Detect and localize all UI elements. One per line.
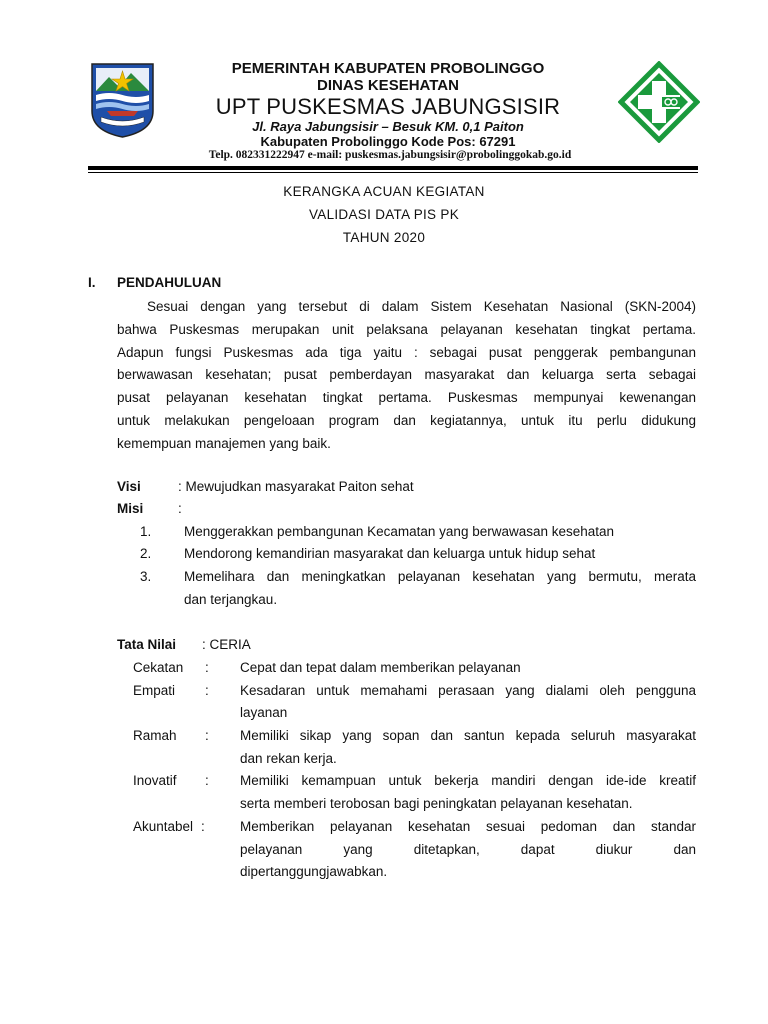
doc-title-line3: TAHUN 2020	[342, 230, 426, 245]
value-description: Memberikan pelayanan kesehatan sesuai pedoman dan standar	[240, 819, 696, 834]
value-description: Memiliki kemampuan untuk bekerja mandiri dengan ide-ide kreatif	[240, 773, 696, 788]
doc-title-line2: VALIDASI DATA PIS PK	[308, 207, 460, 222]
paragraph-line: pusat pelayanan kesehatan tingkat pertama. Puskesmas mempunyai kewenangan	[117, 390, 696, 406]
value-colon: :	[205, 683, 209, 698]
misi-item-text: Mendorong kemandirian masyarakat dan keluarga untuk hidup sehat	[184, 546, 596, 561]
paragraph-line: untuk melakukan pengeloaan program dan kegiatannya, untuk itu perlu didukung	[117, 412, 696, 428]
value-description: dan rekan kerja.	[240, 751, 337, 766]
paragraph-line: berwawasan kesehatan; pusat pemberdayan masyarakat dan keluarga serta sebagai	[117, 367, 696, 383]
visi-label: Visi	[117, 479, 141, 494]
value-term: Akuntabel	[133, 819, 194, 834]
postal-line: Kabupaten Probolinggo Kode Pos: 67291	[260, 134, 516, 149]
misi-label: Misi	[117, 501, 144, 516]
value-description: Memiliki sikap yang sopan dan santun kepada seluruh masyarakat	[240, 728, 696, 743]
visi-value: : Mewujudkan masyarakat Paiton sehat	[178, 479, 414, 494]
institution-name: UPT PUSKESMAS JABUNGSISIR	[215, 94, 561, 119]
department-name: DINAS KESEHATAN	[317, 77, 459, 94]
misi-item-text: dan terjangkau.	[184, 592, 278, 607]
section-heading: PENDAHULUAN	[117, 275, 222, 290]
value-description: Cepat dan tepat dalam memberikan pelayanan	[240, 660, 521, 675]
value-description: dipertanggungjawabkan.	[240, 864, 388, 879]
section-number: I.	[88, 275, 96, 290]
value-colon: :	[205, 773, 209, 788]
misi-item-number: 1.	[140, 524, 152, 539]
paragraph-line: bahwa Puskesmas merupakan unit pelaksana pelayanan kesehatan tingkat pertama.	[117, 321, 696, 337]
kabupaten-emblem-icon	[89, 61, 156, 139]
value-term: Ramah	[133, 728, 177, 743]
misi-item-number: 2.	[140, 546, 152, 561]
doc-title-line1: KERANGKA ACUAN KEGIATAN	[283, 184, 485, 199]
value-term: Empati	[133, 683, 176, 698]
tata-nilai-value: : CERIA	[202, 637, 251, 652]
value-description: pelayanan yang ditetapkan, dapat diukur dan	[240, 842, 696, 857]
value-term: Inovatif	[133, 773, 177, 788]
letterhead	[160, 60, 616, 149]
header-rule-thin	[88, 172, 698, 173]
value-colon: :	[205, 728, 209, 743]
value-colon: :	[205, 660, 209, 675]
value-colon: :	[201, 819, 205, 834]
paragraph-line: Adapun fungsi Puskesmas ada tiga yaitu : sebagai pusat penggerak pembangunan	[117, 344, 696, 360]
paragraph-line: kemempuan manajemen yang baik.	[117, 435, 331, 451]
misi-item-text: Memelihara dan meningkatkan pelayanan kesehatan yang bermutu, merata	[184, 569, 696, 584]
value-description: Kesadaran untuk memahami perasaan yang dialami oleh pengguna	[240, 683, 696, 698]
paragraph-line: Sesuai dengan yang tersebut di dalam Sistem Kesehatan Nasional (SKN-2004)	[147, 299, 696, 314]
misi-item-number: 3.	[140, 569, 152, 584]
intro-paragraph	[117, 296, 696, 456]
misi-item-text: Menggerakkan pembangunan Kecamatan yang berwawasan kesehatan	[184, 524, 615, 539]
address-line: Jl. Raya Jabungsisir – Besuk KM. 0,1 Paiton	[252, 119, 524, 134]
value-term: Cekatan	[133, 660, 184, 675]
header-rule-thick	[88, 166, 698, 170]
value-description: layanan	[240, 705, 288, 720]
tata-nilai-label: Tata Nilai	[117, 637, 177, 652]
value-description: serta memberi terobosan bagi peningkatan pelayanan kesehatan.	[240, 796, 633, 811]
puskesmas-logo-icon	[618, 61, 700, 143]
contact-line: Telp. 082331222947 e-mail: puskesmas.jabungsisir@probolinggokab.go.id	[208, 149, 572, 161]
misi-colon: :	[178, 501, 182, 516]
government-name: PEMERINTAH KABUPATEN PROBOLINGGO	[231, 60, 545, 77]
